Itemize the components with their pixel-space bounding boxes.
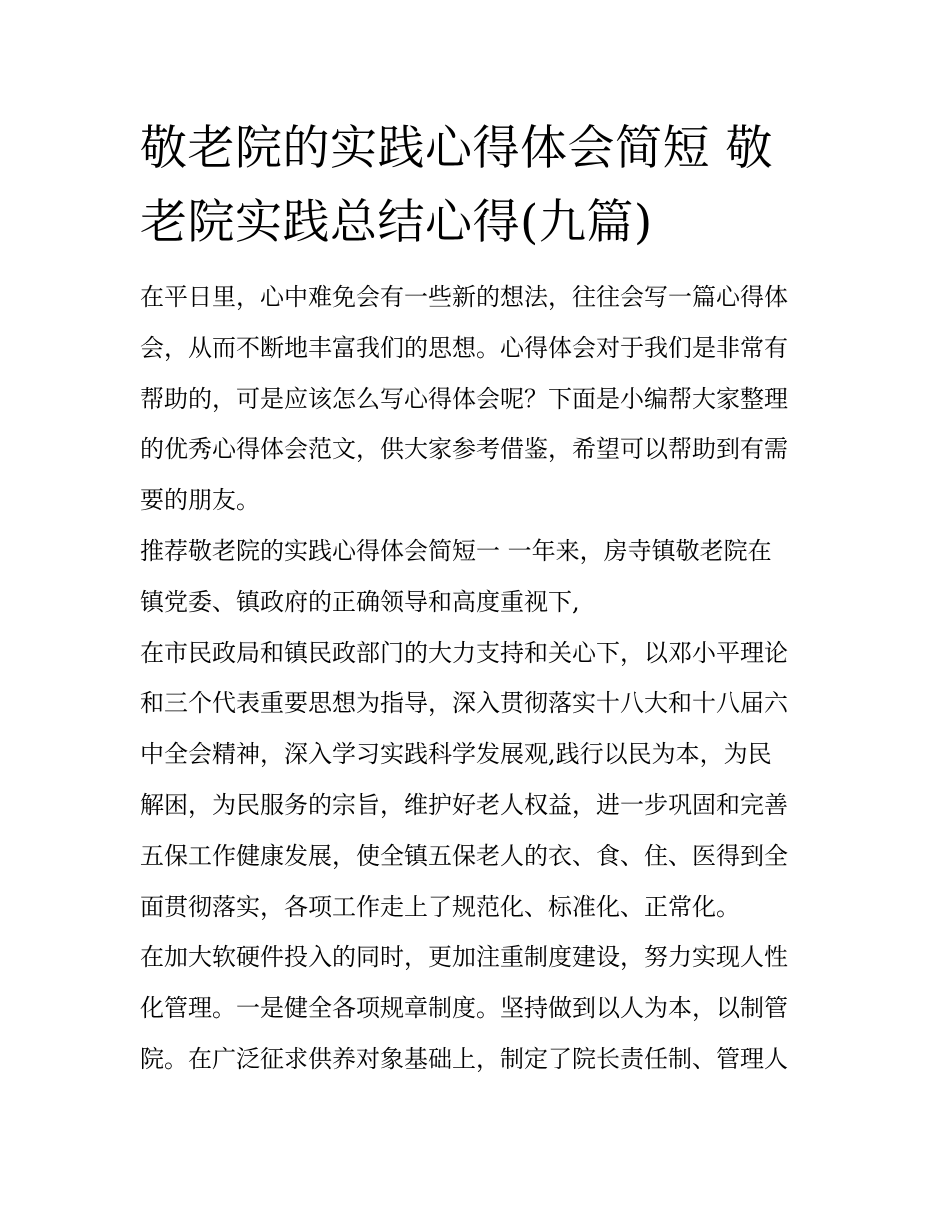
document-body <box>140 272 812 1085</box>
document-title: 敬老院的实践心得体会简短 敬 老院实践总结心得(九篇) <box>140 121 773 250</box>
paragraph-management: 在加大软硬件投入的同时，更加注重制度建设，努力实现人性 化管理。一是健全各项规章制度。坚持做到以人为本，以制管 院。在广泛征求供养对象基础上，制定了院长责任制、管理人 <box>140 943 788 1073</box>
document-page <box>140 112 812 1085</box>
paragraph-support: 在市民政局和镇民政部门的大力支持和关心下，以邓小平理论 和三个代表重要思想为指导，深入贯彻落实十八大和十八届六 中全会精神，深入学习实践科学发展观,践行以民为本，为民 解困，为民服务的宗旨，维护好老人权益，进一步巩固和完善 五保工作健康发展，使全镇五保老人的衣、食、住、医得到全 面贯彻落实，各项工作走上了规范化、标准化、正常化。 <box>140 638 788 921</box>
paragraph-recommend: 推荐敬老院的实践心得体会简短一 一年来，房寺镇敬老院在 镇党委、镇政府的正确领导和高度重视下, <box>140 536 772 616</box>
paragraph-intro: 在平日里，心中难免会有一些新的想法，往往会写一篇心得体 会，从而不断地丰富我们的思想。心得体会对于我们是非常有 帮助的，可是应该怎么写心得体会呢？下面是小编帮大家整理 的优秀心得体会范文，供大家参考借鉴，希望可以帮助到有需 要的朋友。 <box>140 283 788 515</box>
